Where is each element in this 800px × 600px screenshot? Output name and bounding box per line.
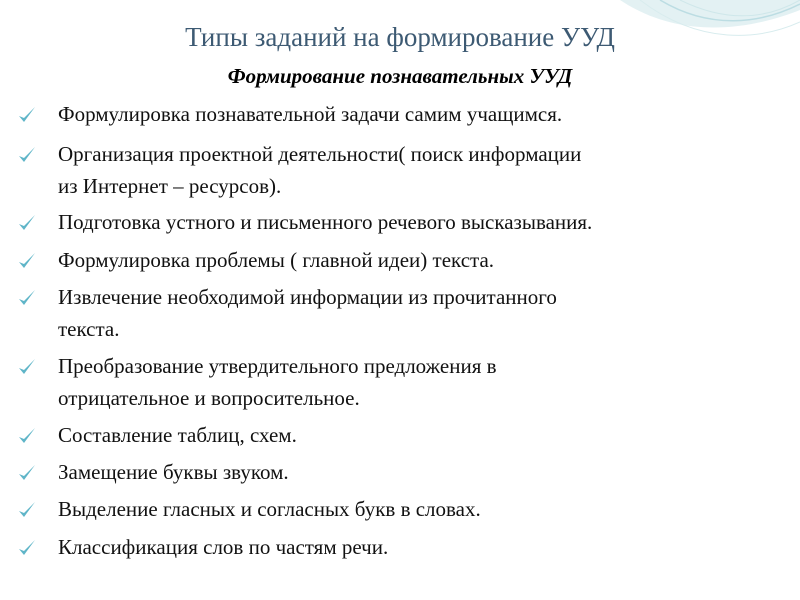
checkmark-icon — [16, 499, 38, 521]
list-item: Организация проектной деятельности( поиск информации из Интернет – ресурсов). — [58, 138, 778, 202]
checkmark-icon — [16, 356, 38, 378]
checkmark-icon — [16, 287, 38, 309]
checkmark-icon — [16, 250, 38, 272]
list-item: Формулировка проблемы ( главной идеи) текста. — [58, 244, 778, 276]
list-item: Замещение буквы звуком. — [58, 456, 778, 488]
checkmark-icon — [16, 212, 38, 234]
list-item: Классификация слов по частям речи. — [58, 531, 778, 563]
checkmark-icon — [16, 144, 38, 166]
checkmark-icon — [16, 425, 38, 447]
list-item: Формулировка познавательной задачи самим учащимся. — [58, 98, 778, 130]
checkmark-icon — [16, 537, 38, 559]
list-item: Выделение гласных и согласных букв в словах. — [58, 493, 778, 525]
slide-title: Типы заданий на формирование УУД — [185, 22, 615, 52]
list-item: Подготовка устного и письменного речевого высказывания. — [58, 206, 778, 238]
slide-subtitle: Формирование познавательных УУД — [227, 64, 573, 88]
list-item: Составление таблиц, схем. — [58, 419, 778, 451]
list-item: Извлечение необходимой информации из прочитанного текста. — [58, 281, 778, 345]
checkmark-icon — [16, 462, 38, 484]
list-item: Преобразование утвердительного предложения в отрицательное и вопросительное. — [58, 350, 778, 414]
checkmark-icon — [16, 104, 38, 126]
